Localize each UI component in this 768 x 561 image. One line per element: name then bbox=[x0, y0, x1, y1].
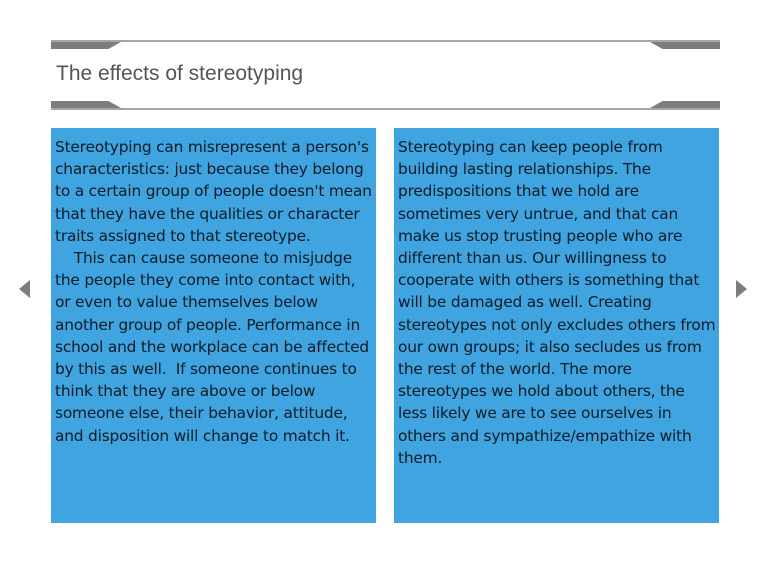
previous-slide-triangle-left-icon[interactable] bbox=[19, 280, 30, 298]
title-bottom-right-tab bbox=[650, 101, 720, 108]
next-slide-triangle-right-icon[interactable] bbox=[736, 280, 747, 298]
title-band bbox=[51, 40, 720, 110]
title-top-rule bbox=[51, 40, 720, 42]
left-text-panel bbox=[51, 128, 376, 523]
right-panel-text: Stereotyping can keep people from building lasting relationships. The predispositions that we hold are sometimes very untrue, and that can make us stop trusting people who are different than us. Our willingness to cooperate with others is something that will be damaged as well. Creating stereotypes not only excludes others from our own groups; it also secludes us from the rest of the world. The more stereotypes we hold about others, the less likely we are to see ourselves in others and sympathize/empathize with them. bbox=[398, 138, 721, 467]
title-bottom-left-tab bbox=[51, 101, 121, 108]
title-bottom-rule bbox=[51, 108, 720, 110]
left-panel-text: Stereotyping can misrepresent a person's characteristics: just because they belong to a certain group of people doesn't mean that they have the qualities or character traits assigned to that stereotype. This can cause someone to misjudge the people they come into contact with, or even to value themselves below another group of people. Performance in school and the workplace can be affected by this as well. If someone continues to think that they are above or below someone else, their behavior, attitude, and disposition will change to match it. bbox=[55, 138, 372, 445]
right-text-panel bbox=[394, 128, 719, 523]
title-top-right-tab bbox=[650, 42, 720, 49]
title-top-left-tab bbox=[51, 42, 121, 49]
slide-title: The effects of stereotyping bbox=[56, 62, 304, 85]
